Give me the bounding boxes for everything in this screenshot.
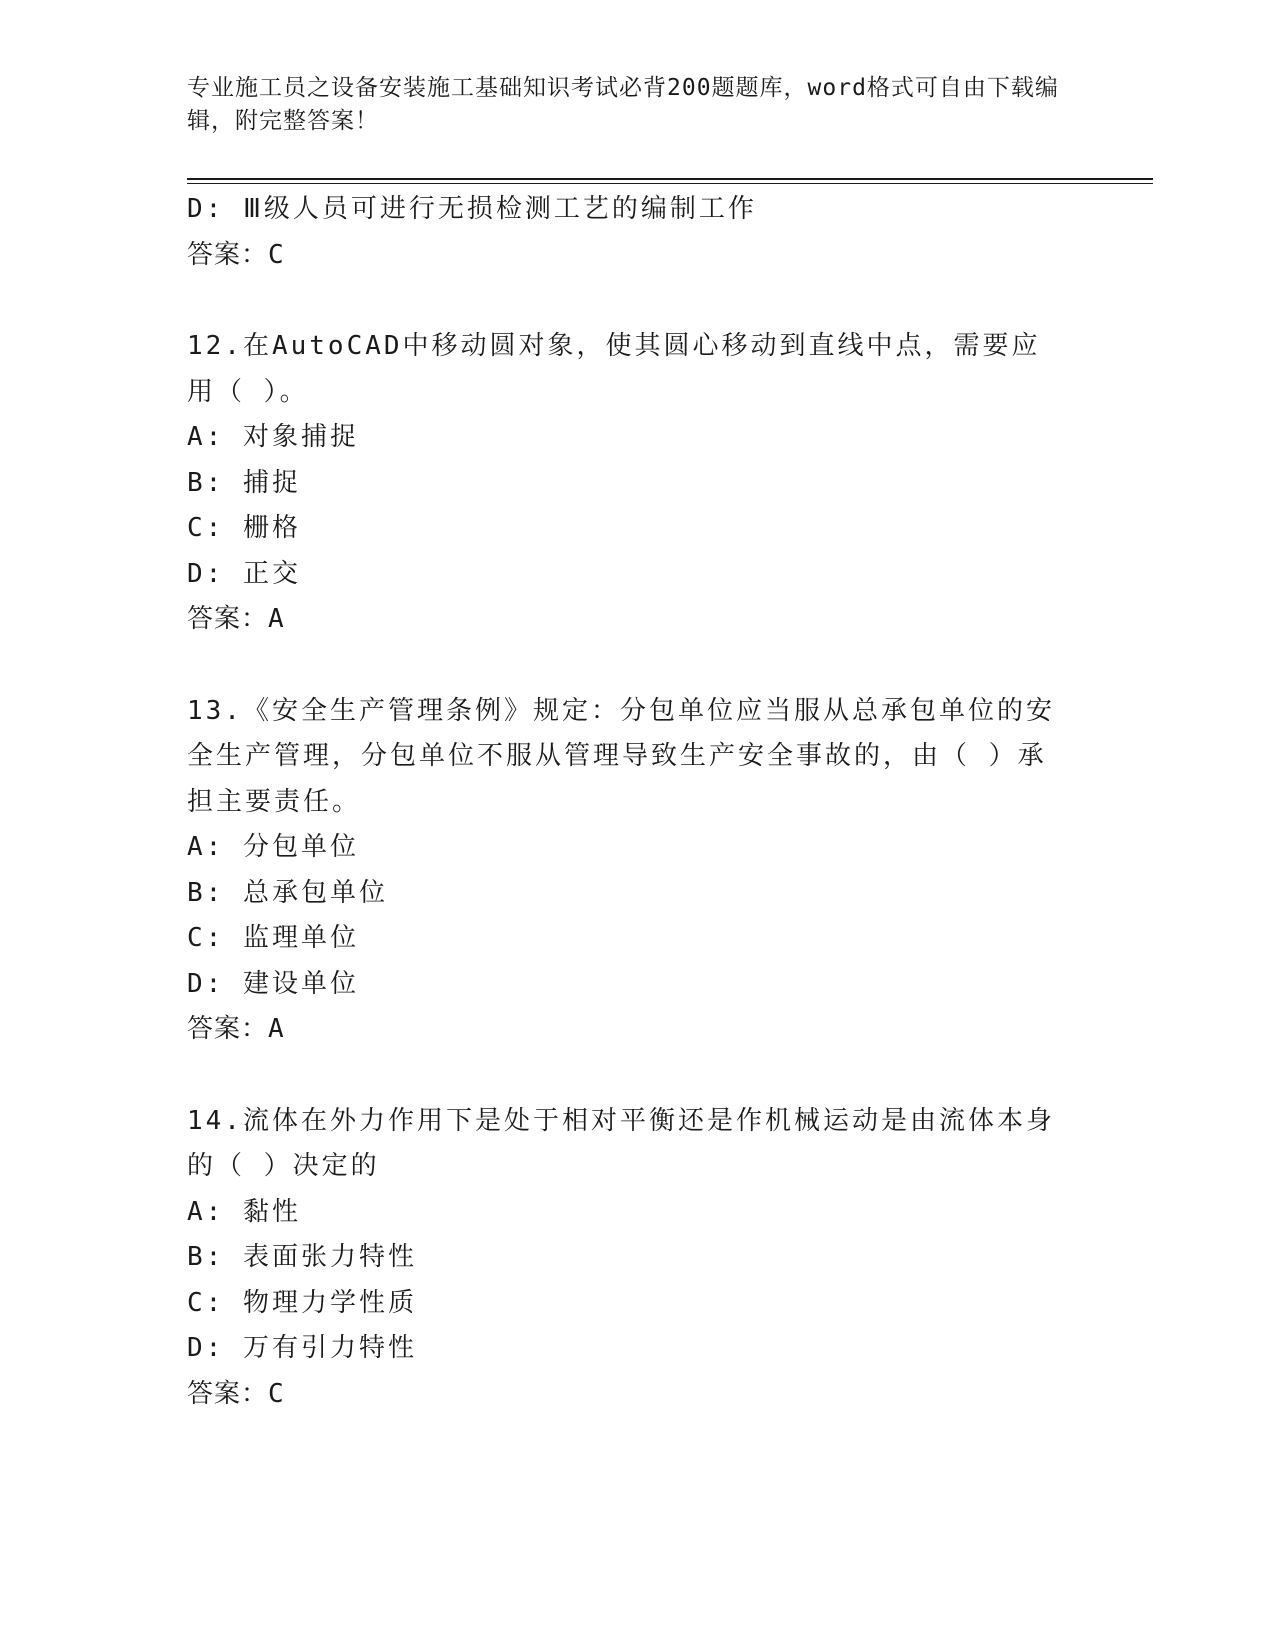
option-a: A: 分包单位 (187, 832, 359, 862)
option-c: C: 监理单位 (187, 923, 359, 953)
answer: 答案：C (187, 239, 285, 270)
option-b: B: 捕捉 (187, 467, 301, 498)
option-a: A: 黏性 (187, 1196, 301, 1227)
question-text: 12.在AutoCAD中移动圆对象，使其圆心移动到直线中点，需要应用（ ）。 (187, 331, 1041, 407)
option-d: D: 建设单位 (187, 968, 359, 999)
option-c: C: 物理力学性质 (187, 1287, 417, 1318)
header-divider-thick (187, 178, 1153, 180)
spacer (187, 643, 1067, 689)
question-text: 14.流体在外力作用下是处于相对平衡还是作机械运动是由流体本身的（ ）决定的 (187, 1105, 1055, 1181)
option-b: B: 表面张力特性 (187, 1242, 417, 1272)
answer: 答案：C (187, 1378, 285, 1409)
option-c: C: 栅格 (187, 513, 301, 543)
question-list (187, 187, 1067, 1417)
option-a: A: 对象捕捉 (187, 422, 359, 452)
answer: 答案：A (187, 1014, 285, 1044)
option-d: D: 万有引力特性 (187, 1333, 417, 1363)
option-d: D: Ⅲ级人员可进行无损检测工艺的编制工作 (187, 194, 757, 224)
document-header: 专业施工员之设备安装施工基础知识考试必背200题题库，word格式可自由下载编辑，附完整答案！ (187, 75, 1059, 134)
option-d: D: 正交 (187, 558, 301, 589)
question-text: 13.《安全生产管理条例》规定：分包单位应当服从总承包单位的安全生产管理，分包单位不服从管理导致生产安全事故的，由（ ）承担主要责任。 (187, 695, 1055, 817)
question-13 (187, 689, 1067, 1053)
option-b: B: 总承包单位 (187, 877, 388, 908)
header-divider-thin (187, 183, 1153, 184)
answer: 答案：A (187, 604, 285, 634)
spacer (187, 278, 1067, 324)
question-12 (187, 324, 1067, 643)
question-14 (187, 1099, 1067, 1418)
spacer (187, 1053, 1067, 1099)
